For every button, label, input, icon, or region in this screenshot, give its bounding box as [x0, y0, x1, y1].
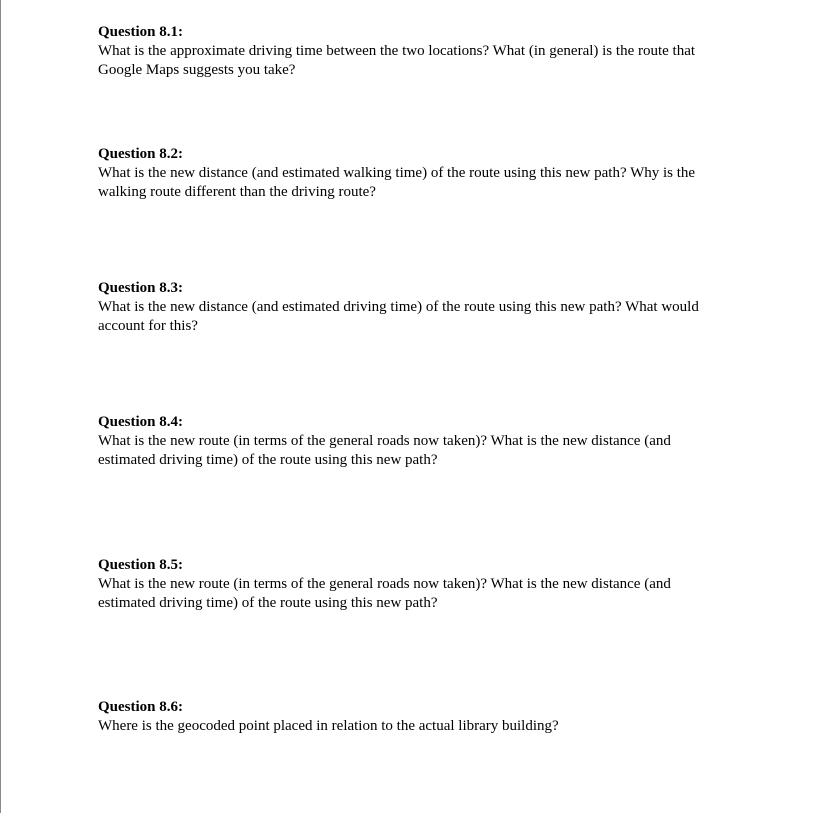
question-title: Question 8.1: [98, 24, 184, 40]
question-text: What is the new route (in terms of the general roads now taken)? What is the new distance (and estimated driving time) of the route using this new path? [98, 576, 671, 611]
question-8-2 [98, 145, 723, 202]
question-8-6 [98, 698, 723, 736]
question-8-1 [98, 23, 723, 80]
question-text: What is the approximate driving time between the two locations? What (in general) is the route that Google Maps suggests you take? [98, 43, 696, 78]
question-text: What is the new route (in terms of the general roads now taken)? What is the new distance (and estimated driving time) of the route using this new path? [98, 433, 671, 468]
question-title: Question 8.3: [98, 280, 184, 296]
question-text: Where is the geocoded point placed in relation to the actual library building? [98, 718, 559, 734]
question-text: What is the new distance (and estimated walking time) of the route using this new path? Why is the walking route different than the driving route? [98, 165, 696, 200]
question-title: Question 8.4: [98, 414, 184, 430]
question-text: What is the new distance (and estimated driving time) of the route using this new path? What would account for this? [98, 299, 699, 334]
question-8-5 [98, 556, 723, 613]
question-title: Question 8.5: [98, 557, 184, 573]
question-8-3 [98, 279, 723, 336]
question-8-4 [98, 413, 723, 470]
question-title: Question 8.2: [98, 146, 184, 162]
question-title: Question 8.6: [98, 699, 184, 715]
